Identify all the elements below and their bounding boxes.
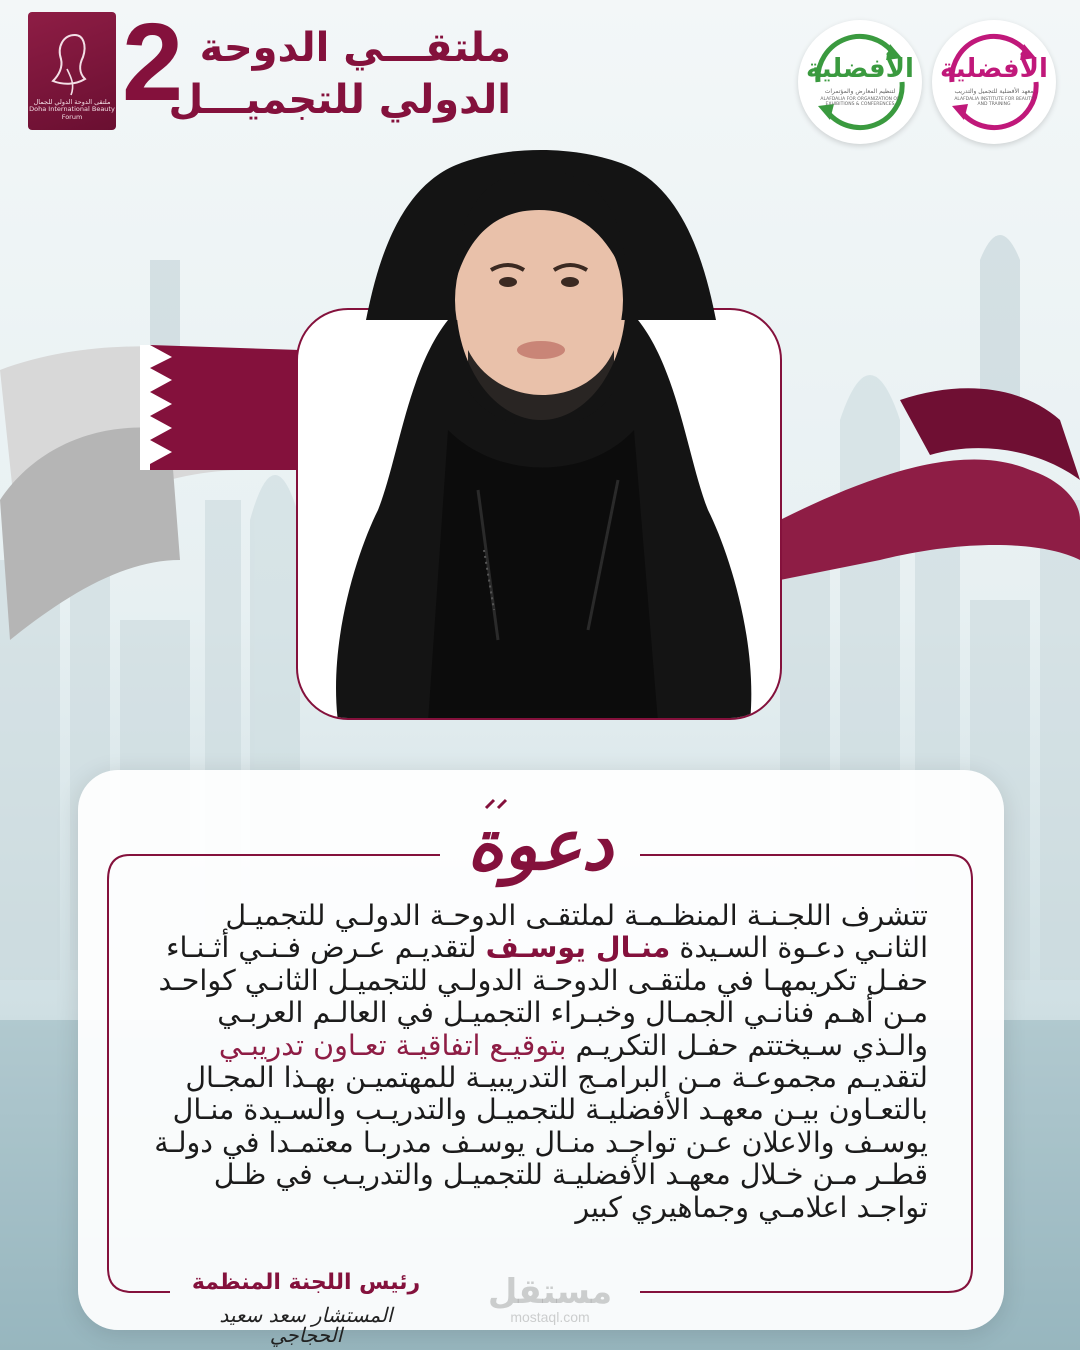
partner-right-subtitle-en: ALAFDALIA INSTITUTE FOR BEAUTY AND TRAINING (954, 96, 1034, 108)
partner-right-name: الأفضلية (940, 53, 1048, 84)
invitation-heading (450, 790, 630, 900)
partner-left-name: الأفضلية (806, 53, 914, 84)
event-title-line2: الدولي للتجميـــل (168, 77, 511, 123)
invitation-body (150, 900, 928, 1224)
signature-name: المستشار سعد سعيد الحجاجي (219, 1303, 393, 1347)
edition-number: 2 (122, 1, 184, 124)
event-title-line1: ملتقـــي الدوحة (199, 25, 511, 71)
watermark-ar: مستقل (487, 1272, 613, 1312)
mostaql-watermark (480, 1272, 620, 1326)
partner-right-subtitle-ar: معهد الأفضلية للتجميل والتدريب (954, 87, 1034, 95)
forum-logo-caption-en: Doha International Beauty Forum (29, 105, 115, 122)
invitation-heading-text: دعوة (467, 803, 613, 886)
forum-logo-caption-ar: ملتقى الدوحة الدولي للجمال (33, 97, 111, 106)
watermark-en: mostaql.com (510, 1309, 590, 1325)
invitee-name: منـال يوسـف (485, 931, 671, 965)
partner-left-subtitle-en: ALAFDALIA FOR ORGANIZATION OF EXHIBITIONS & CONFERENCES (820, 96, 900, 108)
agreement-highlight: بتوقيـع اتفاقيـة تعـاون تدريبـي (218, 1028, 567, 1062)
signature-title: رئيس اللجنة المنظمة (191, 1270, 421, 1295)
body-part1: تتشرف اللجـنـة المنظـمـة لملتقـى الدوحـة الدولـي للتجميـل الثانـي دعـوة السـيدة (225, 899, 928, 965)
partner-left-subtitle-ar: لتنظيم المعارض والمؤتمرات (824, 87, 896, 95)
body-part2: لتقديـم عـرض فـنـي أثـنـاء حفـل تكريمهـا في ملتقـى الدوحـة الدولـي للتجميـل الثانـي كواحـد مـن أهـم فنانـي الجمـال وخبـراء التجميـل في العالـم العربـي والـذي سـيختتم حفـل التكريـم (158, 931, 928, 1062)
body-part3: لتقديـم مجموعـة مـن البرامـج التدريبيـة للمهتميـن بهـذا المجـال بالتعـاون بيـن معهـد الأفضليـة للتجميـل والتدريـب والسـيدة منـال يوسـف والاعلان عـن تواجـد منـال يوسـف مدربـا معتمـدا في دولـة قطـر مـن خـلال معهـد الأفضليـة للتجميـل والتدريـب في ظـل تواجـد اعلامـي وجماهيري كبير (154, 1061, 928, 1224)
